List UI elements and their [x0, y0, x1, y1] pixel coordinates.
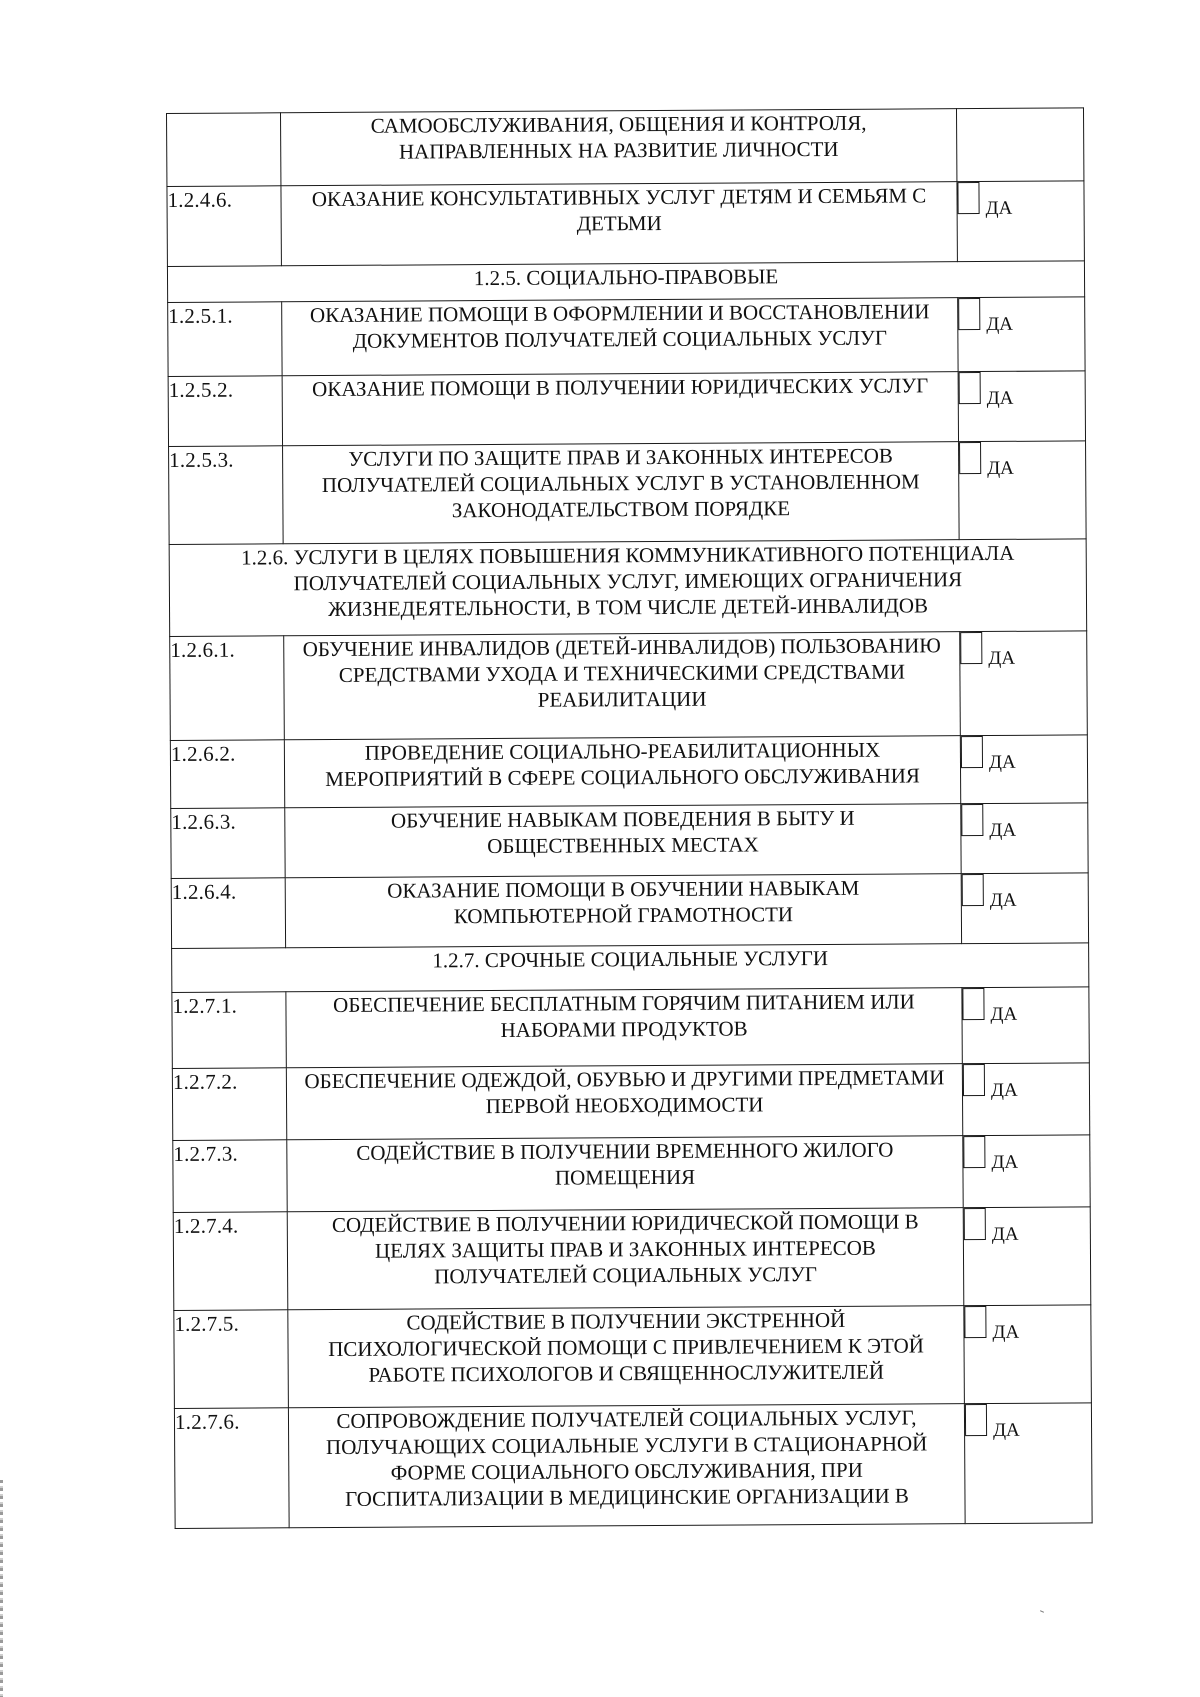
- yes-checkbox[interactable]: [960, 632, 982, 664]
- table-row: [167, 181, 1084, 267]
- yes-label: ДА: [987, 457, 1014, 479]
- scan-speck: [1040, 1610, 1044, 1613]
- item-answer-cell: [963, 1135, 1090, 1208]
- item-description: СОДЕЙСТВИЕ В ПОЛУЧЕНИИ ВРЕМЕННОГО ЖИЛОГО ПОМЕЩЕНИЯ: [287, 1136, 963, 1212]
- item-answer-cell: [959, 441, 1087, 540]
- table-row: [171, 803, 1088, 879]
- item-description: СОПРОВОЖДЕНИЕ ПОЛУЧАТЕЛЕЙ СОЦИАЛЬНЫХ УСЛУГ, ПОЛУЧАЮЩИХ СОЦИАЛЬНЫЕ УСЛУГИ В СТАЦИОНАРНОЙ ФОРМЕ СОЦИАЛЬНОГО ОБСЛУЖИВАНИЯ, ПРИ ГОСПИТАЛИЗАЦИИ В МЕДИЦИНСКИЕ ОРГАНИЗАЦИИ В: [288, 1404, 965, 1528]
- section-heading: 1.2.7. СРОЧНЫЕ СОЦИАЛЬНЫЕ УСЛУГИ: [172, 943, 1089, 993]
- item-number: 1.2.7.4.: [173, 1212, 288, 1311]
- section-heading: 1.2.6. УСЛУГИ В ЦЕЛЯХ ПОВЫШЕНИЯ КОММУНИКАТИВНОГО ПОТЕНЦИАЛА ПОЛУЧАТЕЛЕЙ СОЦИАЛЬНЫХ УСЛУГ, ИМЕЮЩИХ ОГРАНИЧЕНИЯ ЖИЗНЕДЕЯТЕЛЬНОСТИ, В ТОМ ЧИСЛЕ ДЕТЕЙ-ИНВАЛИДОВ: [169, 539, 1087, 637]
- item-answer-cell: [963, 1207, 1091, 1306]
- yes-label: ДА: [988, 751, 1016, 773]
- item-description: ОБЕСПЕЧЕНИЕ БЕСПЛАТНЫМ ГОРЯЧИМ ПИТАНИЕМ ИЛИ НАБОРАМИ ПРОДУКТОВ: [286, 988, 962, 1068]
- section-row: [169, 539, 1087, 637]
- item-number: [167, 113, 281, 187]
- yes-checkbox[interactable]: [957, 182, 979, 214]
- table-row: [170, 631, 1088, 741]
- item-number: 1.2.5.2.: [168, 376, 282, 447]
- yes-checkbox[interactable]: [961, 736, 983, 768]
- item-number: 1.2.7.6.: [174, 1408, 289, 1529]
- item-description: ОКАЗАНИЕ ПОМОЩИ В ОФОРМЛЕНИИ И ВОССТАНОВЛЕНИИ ДОКУМЕНТОВ ПОЛУЧАТЕЛЕЙ СОЦИАЛЬНЫХ УСЛУГ: [282, 298, 958, 376]
- table-row: [171, 873, 1088, 949]
- item-answer-cell: [958, 371, 1085, 442]
- item-number: 1.2.6.1.: [170, 636, 285, 741]
- item-number: 1.2.5.1.: [168, 302, 282, 377]
- item-description: ОБЕСПЕЧЕНИЕ ОДЕЖДОЙ, ОБУВЬЮ И ДРУГИМИ ПРЕДМЕТАМИ ПЕРВОЙ НЕОБХОДИМОСТИ: [286, 1064, 962, 1140]
- yes-checkbox[interactable]: [964, 1306, 986, 1338]
- yes-label: ДА: [989, 889, 1017, 911]
- table-row: [173, 1135, 1090, 1213]
- item-answer-cell: [957, 181, 1084, 262]
- yes-label: ДА: [986, 387, 1014, 409]
- yes-label: ДА: [989, 819, 1017, 841]
- table-row: [168, 297, 1085, 377]
- table-row: [169, 441, 1087, 545]
- item-answer-cell: [961, 873, 1088, 944]
- item-number: 1.2.7.5.: [174, 1310, 289, 1409]
- yes-label: ДА: [990, 1003, 1018, 1025]
- yes-checkbox[interactable]: [958, 298, 980, 330]
- table-row: [172, 987, 1089, 1069]
- yes-checkbox[interactable]: [963, 1064, 985, 1096]
- yes-checkbox[interactable]: [962, 874, 984, 906]
- item-answer-cell: [958, 297, 1085, 372]
- item-description: УСЛУГИ ПО ЗАЩИТЕ ПРАВ И ЗАКОННЫХ ИНТЕРЕСОВ ПОЛУЧАТЕЛЕЙ СОЦИАЛЬНЫХ УСЛУГ В УСТАНОВЛЕННОМ ЗАКОНОДАТЕЛЬСТВОМ ПОРЯДКЕ: [283, 442, 960, 544]
- yes-checkbox[interactable]: [959, 442, 981, 474]
- item-answer-cell: [961, 803, 1088, 874]
- yes-label: ДА: [990, 1079, 1018, 1101]
- yes-label: ДА: [985, 197, 1013, 219]
- item-description: СОДЕЙСТВИЕ В ПОЛУЧЕНИИ ЭКСТРЕННОЙ ПСИХОЛОГИЧЕСКОЙ ПОМОЩИ С ПРИВЛЕЧЕНИЕМ К ЭТОЙ РАБОТЕ ПСИХОЛОГОВ И СВЯЩЕННОСЛУЖИТЕЛЕЙ: [288, 1306, 965, 1408]
- yes-label: ДА: [991, 1151, 1019, 1173]
- item-description: ОКАЗАНИЕ ПОМОЩИ В ОБУЧЕНИИ НАВЫКАМ КОМПЬЮТЕРНОЙ ГРАМОТНОСТИ: [285, 874, 961, 948]
- item-number: 1.2.7.1.: [172, 992, 286, 1069]
- yes-checkbox[interactable]: [959, 372, 981, 404]
- yes-label: ДА: [992, 1419, 1020, 1441]
- item-answer-cell: [962, 987, 1089, 1064]
- item-description: ОКАЗАНИЕ КОНСУЛЬТАТИВНЫХ УСЛУГ ДЕТЯМ И СЕМЬЯМ С ДЕТЬМИ: [281, 182, 957, 266]
- item-number: 1.2.7.3.: [173, 1140, 287, 1213]
- scan-edge-noise: [0, 1480, 3, 1697]
- item-description: СОДЕЙСТВИЕ В ПОЛУЧЕНИИ ЮРИДИЧЕСКОЙ ПОМОЩИ В ЦЕЛЯХ ЗАЩИТЫ ПРАВ И ЗАКОННЫХ ИНТЕРЕСОВ ПОЛУЧАТЕЛЕЙ СОЦИАЛЬНЫХ УСЛУГ: [287, 1208, 964, 1310]
- section-row: [167, 261, 1084, 303]
- item-number: 1.2.6.4.: [171, 878, 285, 949]
- item-description: ОКАЗАНИЕ ПОМОЩИ В ПОЛУЧЕНИИ ЮРИДИЧЕСКИХ УСЛУГ: [282, 372, 958, 446]
- item-answer-cell: [956, 108, 1083, 182]
- table-row: [167, 108, 1084, 187]
- item-description: ОБУЧЕНИЕ НАВЫКАМ ПОВЕДЕНИЯ В БЫТУ И ОБЩЕСТВЕННЫХ МЕСТАХ: [285, 804, 961, 878]
- item-description: САМООБСЛУЖИВАНИЯ, ОБЩЕНИЯ И КОНТРОЛЯ, НАПРАВЛЕННЫХ НА РАЗВИТИЕ ЛИЧНОСТИ: [281, 109, 957, 186]
- item-description: ПРОВЕДЕНИЕ СОЦИАЛЬНО-РЕАБИЛИТАЦИОННЫХ МЕРОПРИЯТИЙ В СФЕРЕ СОЦИАЛЬНОГО ОБСЛУЖИВАНИЯ: [284, 736, 960, 808]
- yes-checkbox[interactable]: [963, 1136, 985, 1168]
- item-answer-cell: [960, 631, 1088, 736]
- table-row: [174, 1403, 1092, 1529]
- item-number: 1.2.6.2.: [170, 740, 284, 809]
- yes-label: ДА: [991, 1223, 1019, 1245]
- item-description: ОБУЧЕНИЕ ИНВАЛИДОВ (ДЕТЕЙ-ИНВАЛИДОВ) ПОЛЬЗОВАНИЮ СРЕДСТВАМИ УХОДА И ТЕХНИЧЕСКИМИ СРЕДСТВАМИ РЕАБИЛИТАЦИИ: [284, 632, 961, 740]
- item-answer-cell: [960, 735, 1087, 804]
- services-table: [166, 107, 1093, 1529]
- item-number: 1.2.5.3.: [169, 446, 284, 545]
- table-row: [173, 1207, 1091, 1311]
- yes-checkbox[interactable]: [962, 988, 984, 1020]
- yes-checkbox[interactable]: [964, 1208, 986, 1240]
- table-row: [168, 371, 1085, 447]
- services-table-body: [167, 108, 1093, 1529]
- item-number: 1.2.6.3.: [171, 808, 285, 879]
- item-answer-cell: [964, 1403, 1092, 1524]
- item-number: 1.2.4.6.: [167, 186, 281, 267]
- yes-checkbox[interactable]: [965, 1404, 987, 1436]
- yes-checkbox[interactable]: [961, 804, 983, 836]
- yes-label: ДА: [992, 1321, 1020, 1343]
- item-answer-cell: [962, 1063, 1089, 1136]
- table-row: [174, 1305, 1092, 1409]
- item-number: 1.2.7.2.: [172, 1068, 286, 1141]
- yes-label: ДА: [988, 647, 1016, 669]
- section-row: [172, 943, 1089, 993]
- item-answer-cell: [964, 1305, 1092, 1404]
- table-row: [170, 735, 1087, 809]
- yes-label: ДА: [986, 313, 1014, 335]
- section-heading: 1.2.5. СОЦИАЛЬНО-ПРАВОВЫЕ: [167, 261, 1084, 303]
- table-row: [172, 1063, 1089, 1141]
